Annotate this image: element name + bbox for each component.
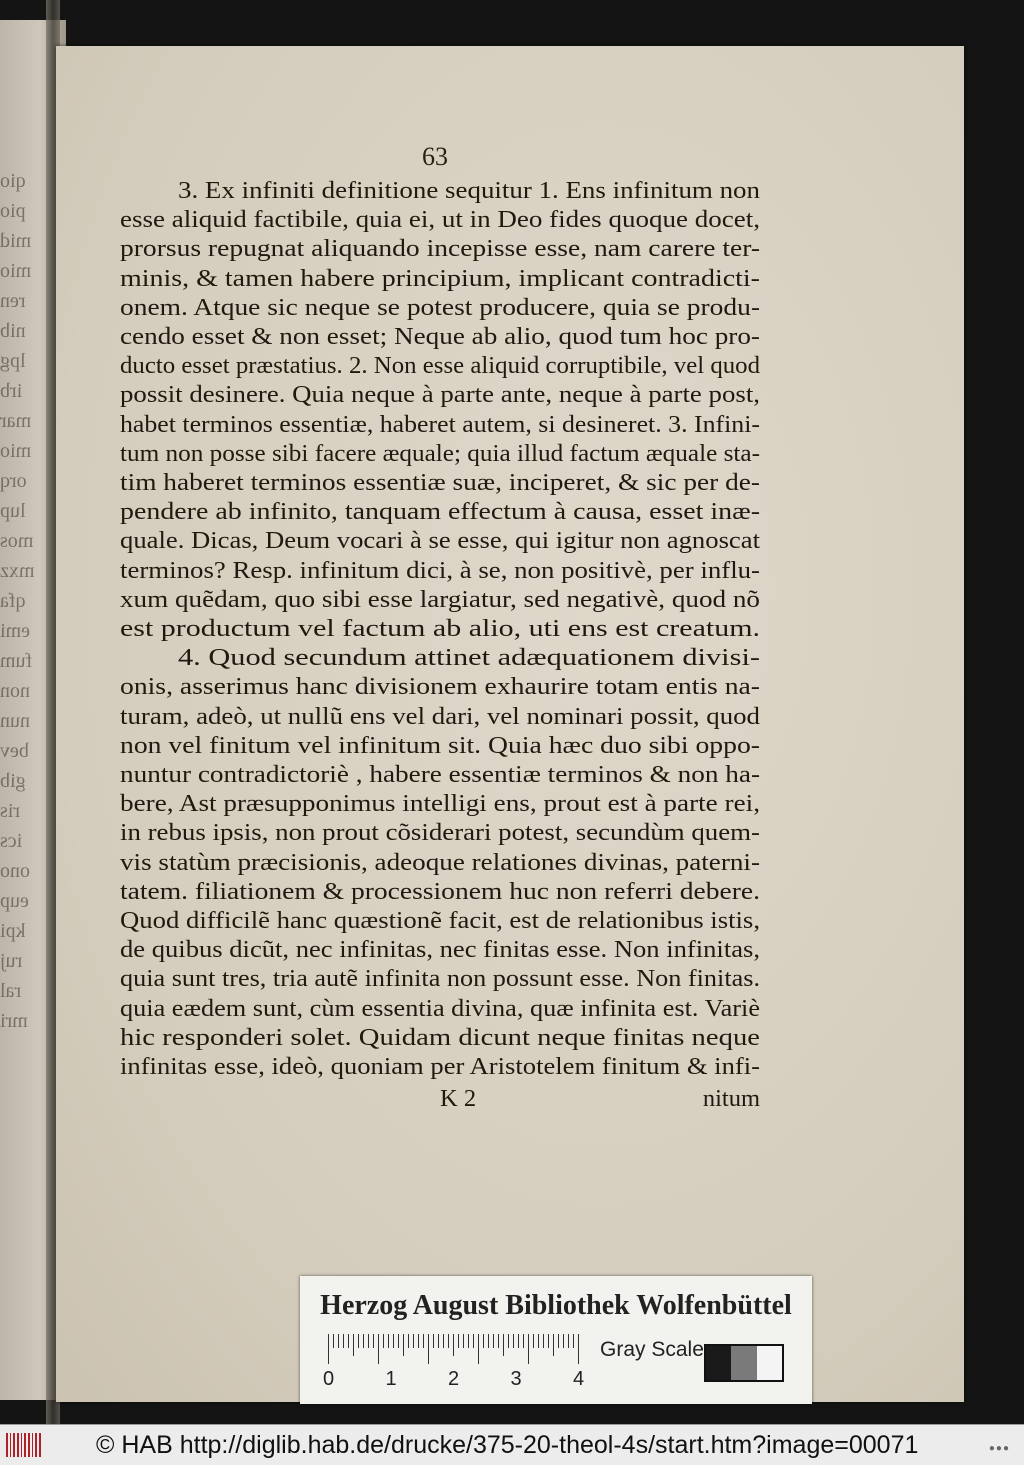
facing-page-fragment: mio [0, 440, 32, 462]
text-line-content: tim haberet terminos essentiæ suæ, inciperet, & sic per de- [120, 469, 760, 496]
facing-page-fragment: fum [0, 650, 33, 672]
ruler-tick [528, 1334, 529, 1364]
gray-patch [757, 1346, 782, 1380]
ruler-tick [558, 1334, 559, 1348]
ruler-tick [428, 1334, 429, 1364]
ruler-tick [508, 1334, 509, 1348]
ruler-tick [473, 1334, 474, 1348]
facing-page-fragment: orq [0, 470, 27, 492]
page-number: 63 [422, 142, 448, 171]
gray-scale-label: Gray Scale [600, 1338, 704, 1361]
facing-page-fragment: qfa [0, 590, 26, 612]
text-line-content: onem. Atque sic neque se potest producere, quia se produ- [120, 293, 760, 321]
facing-page-fragment: ono [0, 860, 30, 882]
ruler-tick [403, 1334, 404, 1356]
ruler-tick [568, 1334, 569, 1348]
ruler-tick [488, 1334, 489, 1348]
ruler-tick [363, 1334, 364, 1348]
facing-page-fragment: qio [0, 170, 26, 192]
scale-ruler [328, 1334, 578, 1364]
facing-page-fragment: nun [0, 710, 30, 732]
gray-scale-patches [704, 1344, 784, 1382]
facing-page-fragment: pio [0, 200, 26, 222]
facing-page-fragment: gib [0, 770, 26, 792]
facing-page-fragment: mxz [0, 560, 35, 582]
facing-page-fragment: irb [0, 380, 23, 402]
text-line-content: prorsus repugnat aliquando incepisse esse, nam carere ter- [120, 235, 760, 263]
text-line-content: pendere ab infinito, tanquam effectum à causa, esset inæ- [120, 498, 760, 526]
ruler-tick [388, 1334, 389, 1348]
ruler-tick [498, 1334, 499, 1348]
facing-page-fragment: ics [0, 830, 23, 852]
text-line-content: xum quẽdam, quo sibi esse largiatur, sed negativè, quod nõ [120, 585, 760, 613]
ruler-tick [563, 1334, 564, 1348]
ruler-tick [383, 1334, 384, 1348]
text-line-content: non vel finitum vel infinitum sit. Quia hæc duo sibi oppo- [120, 731, 760, 759]
text-line-content: bere, Ast præsupponimus intelligi ens, prout est à parte rei, [120, 790, 760, 818]
ruler-tick [573, 1334, 574, 1348]
ruler-tick [503, 1334, 504, 1356]
ruler-tick [348, 1334, 349, 1348]
ruler-tick [373, 1334, 374, 1348]
ruler-tick [463, 1334, 464, 1348]
text-line-content: turam, adeò, ut nullũ ens vel dari, vel nominari possit, quod [120, 702, 760, 730]
ruler-tick [453, 1334, 454, 1356]
ruler-tick [478, 1334, 479, 1364]
facing-page-fragment: mos [0, 530, 34, 552]
text-line-content: tum non posse sibi facere æquale; quia illud factum æquale sta- [120, 439, 760, 467]
facing-page-fragment: mri [0, 1010, 28, 1032]
ruler-label: 3 [510, 1368, 522, 1390]
gray-patch [731, 1346, 756, 1380]
text-line-content: cendo esset & non esset; Neque ab alio, quod tum hoc pro- [120, 323, 760, 350]
ruler-tick [513, 1334, 514, 1348]
text-line-content: habet terminos essentiæ, haberet autem, si desineret. 3. Infini- [120, 410, 760, 438]
signature-mark: K 2 [440, 1085, 477, 1112]
text-line-content: nuntur contradictoriè , habere essentiæ terminos & non ha- [120, 761, 760, 788]
text-line-content: vis statùm præcisionis, adeoque relationes divinas, paterni- [120, 848, 761, 876]
ruler-tick [518, 1334, 519, 1348]
ruler-tick [548, 1334, 549, 1348]
ruler-tick [553, 1334, 554, 1356]
logo-bar [35, 1433, 37, 1457]
text-line-content: 3. Ex infiniti definitione sequitur 1. Ens infinitum non [178, 177, 760, 204]
facing-page-fragment: ruj [0, 950, 23, 972]
ruler-tick [523, 1334, 524, 1348]
logo-bar [32, 1433, 33, 1457]
ruler-label: 4 [573, 1368, 585, 1390]
facing-page-fragment: ris [0, 800, 20, 822]
ruler-tick [538, 1334, 539, 1348]
text-line-content: 4. Quod secundum attinet adæquationem divisi- [178, 644, 760, 672]
color-calibration-card [300, 1276, 812, 1404]
ruler-label: 0 [323, 1368, 335, 1390]
text-line-content: infinitas esse, ideò, quoniam per Aristotelem finitum & infi- [120, 1053, 760, 1080]
ruler-tick [433, 1334, 434, 1348]
ruler-tick [328, 1334, 329, 1364]
catchword: nitum [702, 1085, 760, 1112]
ruler-tick [393, 1334, 394, 1348]
text-line-content: quia eædem sunt, cùm essentia divina, quæ infinita est. Variè [120, 994, 760, 1022]
ruler-tick [418, 1334, 419, 1348]
ruler-tick [448, 1334, 449, 1348]
book-page [56, 46, 964, 1402]
text-line-content: est productum vel factum ab alio, uti ens est creatum. [120, 615, 760, 642]
logo-bar [13, 1433, 15, 1457]
facing-page-fragment: mio [0, 260, 32, 282]
ruler-tick [423, 1334, 424, 1348]
ruler-tick [483, 1334, 484, 1348]
ruler-tick [543, 1334, 544, 1348]
ruler-tick [343, 1334, 344, 1348]
facing-page-fragment: kpi [0, 920, 26, 942]
ruler-tick [493, 1334, 494, 1348]
ruler-tick [413, 1334, 414, 1348]
facing-page-fragment: eup [0, 890, 29, 912]
ruler-tick [408, 1334, 409, 1348]
logo-bar [21, 1433, 22, 1457]
text-line-content: de quibus dicũt, nec infinitas, nec finitas esse. Non infinitas, [120, 936, 760, 964]
page-footer [120, 1082, 760, 1116]
text-line-content: minis, & tamen habere principium, implicant contradicti- [120, 264, 760, 292]
status-bar [0, 1424, 1024, 1465]
text-line-content: Quod difficilẽ hanc quæstionẽ facit, est de relationibus istis, [120, 907, 761, 934]
text-line-content: hic responderi solet. Quidam dicunt neque finitas neque [120, 1023, 760, 1051]
logo-bar [39, 1433, 41, 1457]
text-line-content: onis, asserimus hanc divisionem exhaurire totam entis na- [120, 673, 760, 701]
ruler-tick [358, 1334, 359, 1348]
hab-logo-icon [6, 1433, 46, 1457]
ruler-tick [533, 1334, 534, 1348]
ruler-tick [398, 1334, 399, 1348]
text-line-content: esse aliquid factibile, quia ei, ut in Deo fides quoque docet, [120, 206, 760, 234]
ruler-tick [468, 1334, 469, 1348]
ruler-tick [443, 1334, 444, 1348]
copyright-url[interactable]: © HAB http://diglib.hab.de/drucke/375-20-theol-4s/start.htm?image=00071 [96, 1431, 919, 1459]
facing-page-fragment: lpg [0, 350, 26, 372]
facing-page-fragment: emi [0, 620, 30, 642]
logo-bar [10, 1433, 11, 1457]
library-name: Herzog August Bibliothek Wolfenbüttel [320, 1290, 792, 1321]
text-line-content: in rebus ipsis, non prout cõsiderari potest, secundùm quem- [120, 819, 760, 847]
text-line [120, 1050, 760, 1084]
ruler-label: 2 [448, 1368, 460, 1390]
ruler-tick [353, 1334, 354, 1356]
text-line-content: quia sunt tres, tria autẽ infinita non possunt esse. Non finitas. [120, 965, 760, 993]
ruler-tick [378, 1334, 379, 1364]
ruler-tick [338, 1334, 339, 1348]
logo-bar [17, 1433, 19, 1457]
facing-page-fragment: non [0, 680, 30, 702]
facing-page-fragment: mid [0, 230, 32, 252]
logo-bar [6, 1433, 8, 1457]
text-line-content: possit desinere. Quia neque à parte ante, neque à parte post, [120, 381, 760, 409]
more-icon[interactable]: ●●● [988, 1443, 1010, 1454]
facing-page-fragment: nib [0, 320, 26, 342]
facing-page-fragment: lup [0, 500, 26, 522]
ruler-label: 1 [385, 1368, 397, 1390]
gray-patch [706, 1346, 731, 1380]
logo-bar [24, 1433, 26, 1457]
facing-page-fragment: ral [0, 980, 22, 1002]
ruler-tick [368, 1334, 369, 1348]
facing-page-fragment: bev [0, 740, 29, 762]
facing-page-fragment: mar [0, 410, 32, 432]
facing-page-fragment: ren [0, 290, 26, 312]
ruler-tick [438, 1334, 439, 1348]
text-line-content: ducto esset præstatius. 2. Non esse aliquid corruptibile, vel quod [120, 352, 760, 380]
ruler-tick [333, 1334, 334, 1348]
logo-bar [28, 1433, 30, 1457]
text-line-content: tatem. filiationem & processionem huc non referri debere. [120, 877, 760, 905]
text-line-content: quale. Dicas, Deum vocari à se esse, qui igitur non agnoscat [120, 527, 760, 555]
ruler-tick [458, 1334, 459, 1348]
ruler-tick [578, 1334, 579, 1364]
text-line-content: terminos? Resp. infinitum dici, à se, non positivè, per influ- [120, 556, 760, 584]
